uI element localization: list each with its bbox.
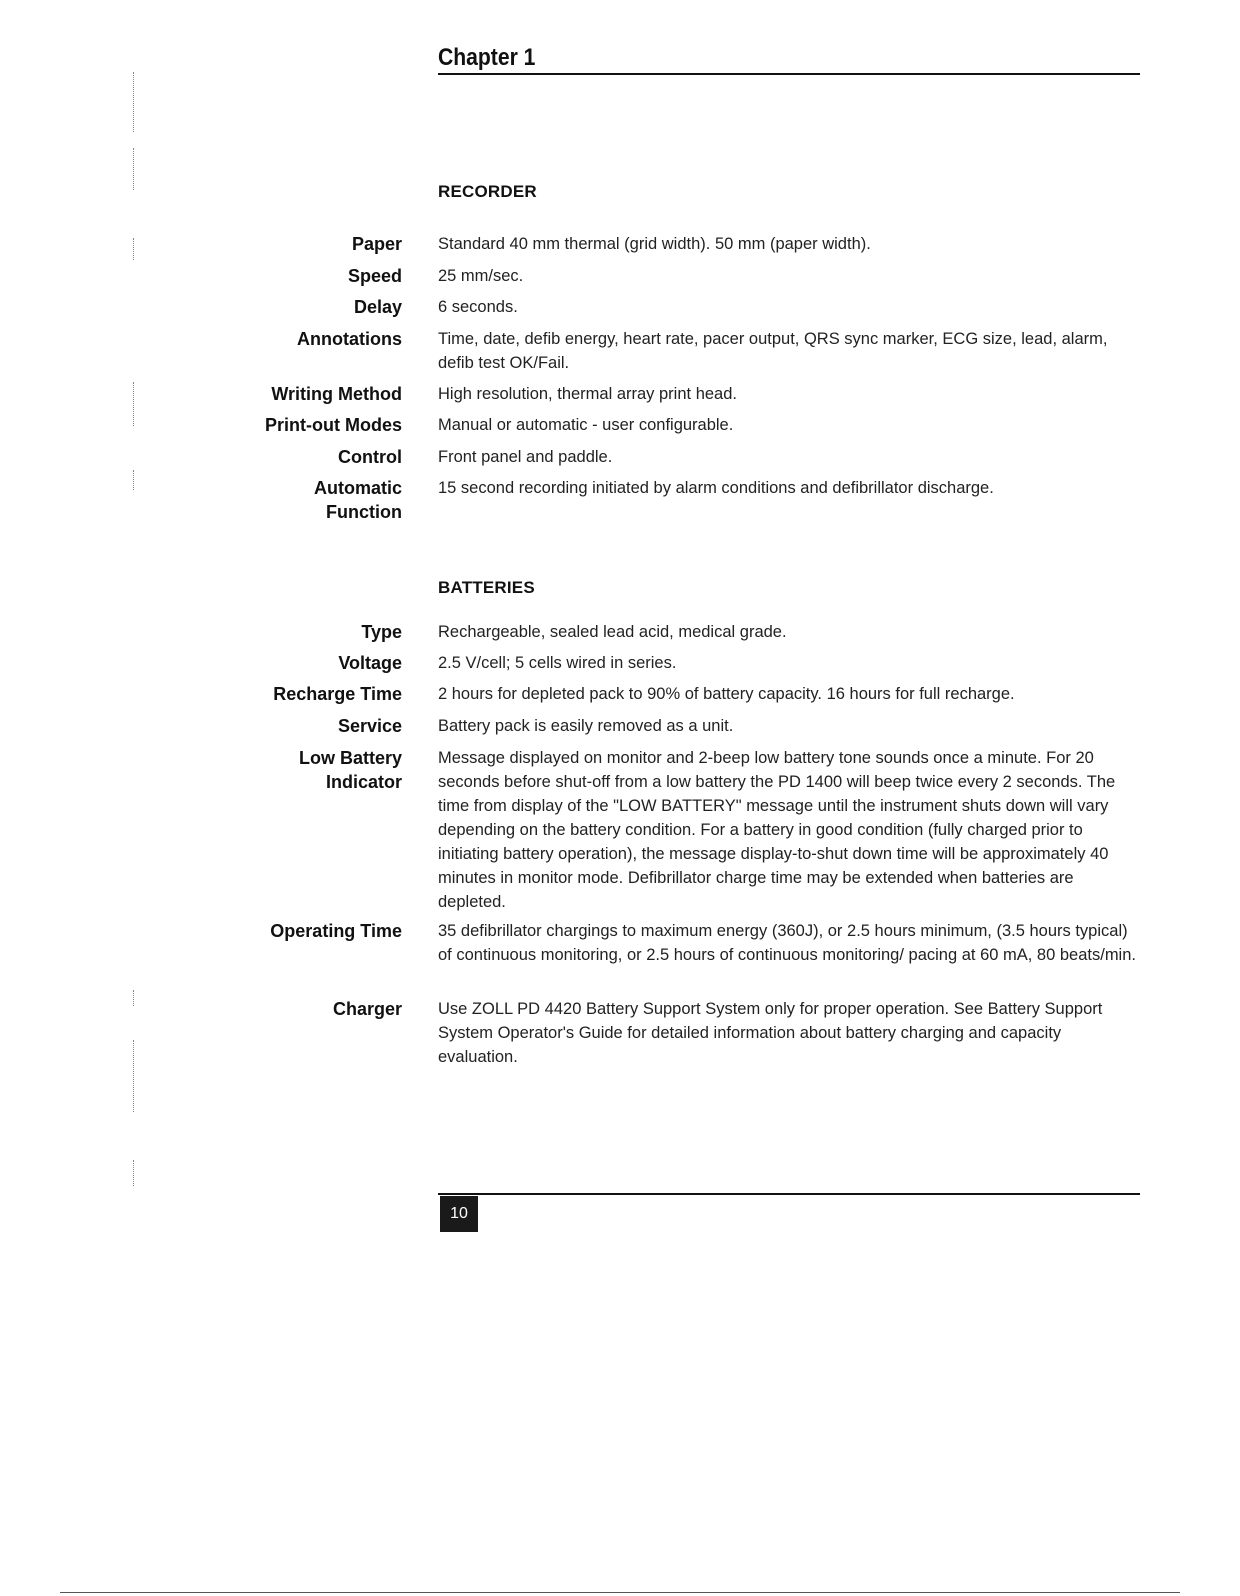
spec-label: Charger <box>332 999 402 1019</box>
spec-label: Automatic Function <box>313 478 402 522</box>
spec-label: Recharge Time <box>273 684 402 704</box>
section-heading-recorder: RECORDER <box>438 182 537 201</box>
chapter-title: Chapter 1 <box>438 44 536 71</box>
margin-mark <box>133 238 134 260</box>
section-heading-batteries: BATTERIES <box>438 578 535 597</box>
spec-value: Battery pack is easily removed as a unit. <box>438 717 734 735</box>
spec-label: Voltage <box>338 653 402 673</box>
spec-value: Standard 40 mm thermal (grid width). 50 mm (paper width). <box>438 235 871 253</box>
bottom-edge-rule <box>60 1592 1180 1593</box>
margin-mark <box>133 990 134 1006</box>
spec-label: Control <box>338 447 402 467</box>
spec-value: Front panel and paddle. <box>438 448 613 466</box>
spec-label: Service <box>337 716 402 736</box>
spec-label: Type <box>361 622 402 642</box>
margin-mark <box>133 1160 134 1186</box>
header-rule <box>438 73 1140 75</box>
spec-value: Manual or automatic - user configurable. <box>438 416 734 434</box>
spec-value: High resolution, thermal array print head. <box>438 385 737 403</box>
spec-label: Delay <box>353 297 402 317</box>
spec-label: Annotations <box>297 329 402 349</box>
spec-value: 35 defibrillator chargings to maximum energy (360J), or 2.5 hours minimum, (3.5 hours typical) of continuous monitoring, or 2.5 hours of continuous monitoring/ pacing at 60 mA, 80 beats/min. <box>438 922 1136 964</box>
spec-label: Speed <box>347 266 402 286</box>
spec-value: 2.5 V/cell; 5 cells wired in series. <box>438 654 677 672</box>
margin-mark <box>133 382 134 426</box>
margin-mark <box>133 72 134 132</box>
spec-value: 2 hours for depleted pack to 90% of battery capacity. 16 hours for full recharge. <box>438 685 1015 703</box>
spec-value: Time, date, defib energy, heart rate, pacer output, QRS sync marker, ECG size, lead, alarm, defib test OK/Fail. <box>438 330 1108 372</box>
spec-value: 6 seconds. <box>438 298 518 316</box>
spec-label: Paper <box>351 234 402 254</box>
spec-label: Low Battery Indicator <box>298 748 402 792</box>
page-number-badge: 10 <box>440 1196 478 1232</box>
margin-mark <box>133 148 134 190</box>
spec-value: 25 mm/sec. <box>438 267 524 285</box>
spec-value: 15 second recording initiated by alarm conditions and defibrillator discharge. <box>438 479 994 497</box>
margin-mark <box>133 1040 134 1112</box>
spec-label: Operating Time <box>270 921 402 941</box>
spec-label: Print-out Modes <box>265 415 402 435</box>
margin-mark <box>133 470 134 490</box>
spec-value: Message displayed on monitor and 2-beep low battery tone sounds once a minute. For 20 seconds before shut-off from a low battery the PD 1400 will beep twice every 2 seconds. The time from display of the "LOW BATTERY" message until the instrument shuts down will vary depending on the battery condition. For a battery in good condition (fully charged prior to initiating battery operation), the message display-to-shut down time will be approximately 40 minutes in monitor mode. Defibrillator charge time may be extended when batteries are depleted. <box>438 749 1116 911</box>
spec-label: Writing Method <box>271 384 402 404</box>
spec-value: Rechargeable, sealed lead acid, medical grade. <box>438 623 787 641</box>
footer-rule <box>438 1193 1140 1195</box>
spec-value: Use ZOLL PD 4420 Battery Support System only for proper operation. See Battery Support System Operator's Guide for detailed information about battery charging and capacity evaluation. <box>438 1000 1103 1066</box>
